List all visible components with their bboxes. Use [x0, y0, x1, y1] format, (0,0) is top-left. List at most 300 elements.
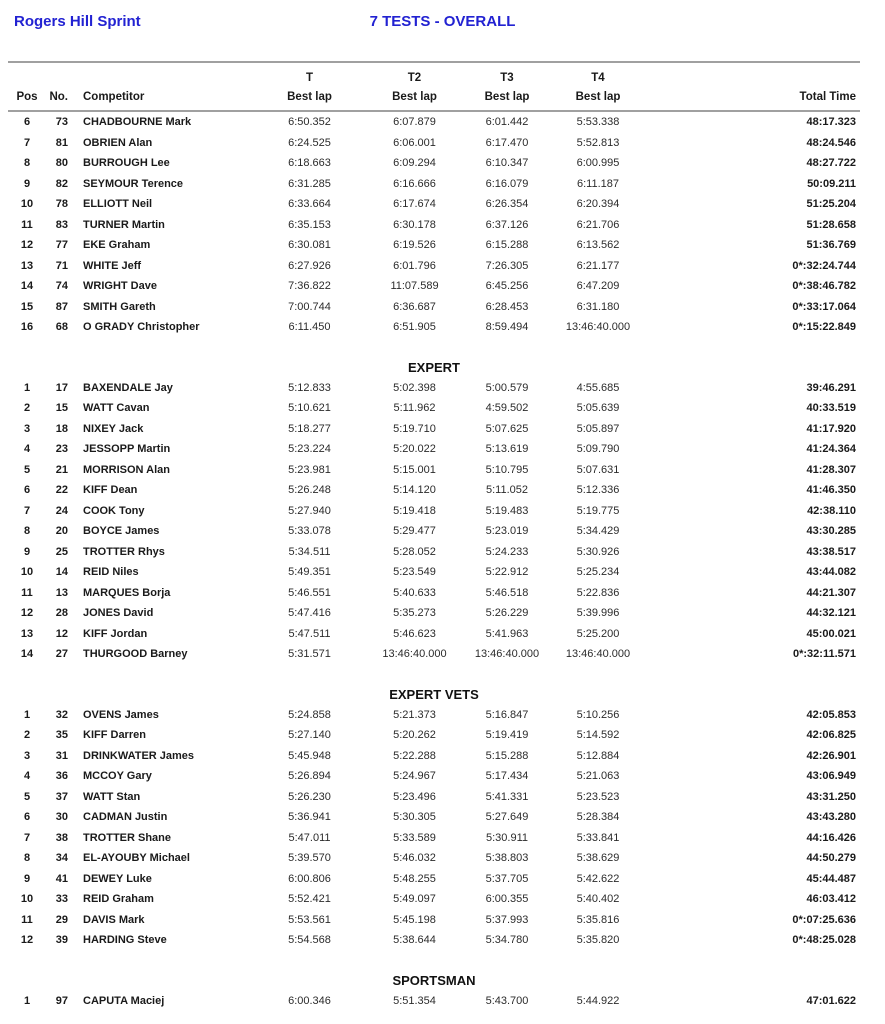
t3-best-lap-cell: 5:19.483 [485, 504, 529, 517]
number-cell: 80 [55, 157, 68, 170]
number-cell: 71 [55, 259, 68, 272]
header-blank-total [644, 62, 860, 84]
t-best-lap-cell: 5:49.351 [288, 566, 331, 579]
total-time-cell: 51:36.769 [806, 239, 856, 252]
total-time-cell: 41:46.350 [806, 484, 856, 497]
t2-best-lap-cell: 6:17.674 [393, 198, 436, 211]
t4-best-lap-cell: 5:44.922 [576, 994, 620, 1007]
pos-cell: 1 [23, 708, 31, 721]
t2-best-lap-cell: 5:30.305 [393, 811, 436, 824]
competitor-cell: OVENS James [83, 708, 159, 721]
result-row [8, 766, 860, 787]
t2-best-lap-cell: 6:30.178 [393, 218, 436, 231]
t2-best-lap-cell: 5:21.373 [393, 708, 436, 721]
t-best-lap-cell: 5:18.277 [288, 422, 331, 435]
result-row [8, 991, 860, 1012]
t-best-lap-cell: 5:27.140 [288, 729, 331, 742]
pos-cell: 8 [23, 157, 31, 170]
t2-best-lap-cell: 5:40.633 [393, 586, 436, 599]
result-row [8, 910, 860, 931]
t-best-lap-cell: 5:23.981 [288, 463, 331, 476]
competitor-cell: NIXEY Jack [83, 422, 144, 435]
competitor-cell: REID Niles [83, 566, 139, 579]
number-cell: 35 [55, 729, 68, 742]
t-best-lap-cell: 5:36.941 [288, 811, 331, 824]
pos-cell: 11 [21, 913, 33, 926]
t3-best-lap-cell: 5:13.619 [485, 443, 529, 456]
number-cell: 30 [55, 811, 68, 824]
result-row [8, 725, 860, 746]
result-row [8, 583, 860, 604]
pos-cell: 12 [20, 934, 34, 947]
tests-header-row [8, 62, 860, 84]
pos-cell: 11 [21, 586, 33, 599]
t2-best-lap-cell: 5:46.032 [393, 852, 436, 865]
number-cell: 23 [55, 443, 68, 456]
t3-best-lap-cell: 6:16.079 [485, 177, 529, 190]
result-row [8, 807, 860, 828]
t3-best-lap-cell: 6:15.288 [485, 239, 529, 252]
col-header-no: No. [49, 91, 68, 103]
t3-best-lap-cell: 5:15.288 [485, 749, 529, 762]
result-row [8, 297, 860, 318]
t2-best-lap-cell: 5:33.589 [393, 831, 436, 844]
number-cell: 36 [55, 770, 68, 783]
total-time-cell: 40:33.519 [806, 402, 856, 415]
t4-best-lap-cell: 5:52.813 [576, 136, 620, 149]
page-header [0, 0, 885, 31]
t-best-lap-cell: 5:26.248 [288, 484, 331, 497]
t4-best-lap-cell: 5:05.897 [576, 422, 620, 435]
pos-cell: 12 [20, 239, 34, 252]
pos-cell: 14 [20, 648, 34, 661]
t4-best-lap-cell: 5:23.523 [576, 790, 620, 803]
table-header [8, 62, 860, 111]
t4-best-lap-cell: 5:19.775 [576, 504, 620, 517]
pos-cell: 6 [23, 811, 31, 824]
section-header-row [8, 951, 860, 991]
col-header-bestlap-t3: Best lap [484, 91, 530, 103]
t4-best-lap-cell: 5:22.836 [576, 586, 620, 599]
competitor-cell: THURGOOD Barney [83, 648, 188, 661]
total-time-cell: 43:31.250 [806, 790, 856, 803]
results-body [8, 111, 860, 1011]
competitor-cell: DRINKWATER James [83, 749, 195, 762]
pos-cell: 4 [23, 443, 31, 456]
result-row [8, 439, 860, 460]
col-header-total-time: Total Time [799, 91, 856, 103]
t-best-lap-cell: 6:24.525 [288, 136, 331, 149]
col-header-test-t4: T4 [591, 72, 605, 84]
number-cell: 37 [55, 790, 68, 803]
header-blank-competitor [76, 62, 252, 84]
t3-best-lap-cell: 13:46:40.000 [474, 648, 540, 661]
pos-cell: 3 [23, 749, 31, 762]
total-time-cell: 0*:32:11.571 [793, 648, 856, 661]
total-time-cell: 39:46.291 [806, 381, 856, 394]
t-best-lap-cell: 5:47.416 [288, 607, 331, 620]
t4-best-lap-cell: 6:21.706 [576, 218, 620, 231]
t3-best-lap-cell: 5:17.434 [485, 770, 529, 783]
result-row [8, 133, 860, 154]
total-time-cell: 48:17.323 [806, 116, 856, 129]
t3-best-lap-cell: 6:45.256 [485, 280, 529, 293]
t3-best-lap-cell: 8:59.494 [485, 321, 529, 334]
t3-best-lap-cell: 5:24.233 [485, 545, 529, 558]
t4-best-lap-cell: 13:46:40.000 [565, 321, 631, 334]
pos-cell: 8 [23, 525, 31, 538]
pos-cell: 6 [23, 116, 31, 129]
t3-best-lap-cell: 5:43.700 [485, 994, 529, 1007]
t4-best-lap-cell: 5:25.234 [576, 566, 620, 579]
number-cell: 28 [55, 607, 68, 620]
total-time-cell: 44:32.121 [806, 607, 856, 620]
t2-best-lap-cell: 5:22.288 [393, 749, 436, 762]
t2-best-lap-cell: 5:49.097 [393, 893, 436, 906]
result-row [8, 111, 860, 133]
t4-best-lap-cell: 5:35.816 [576, 913, 620, 926]
t2-best-lap-cell: 6:07.879 [393, 116, 436, 129]
pos-cell: 7 [23, 504, 31, 517]
competitor-cell: ELLIOTT Neil [83, 198, 153, 211]
t2-best-lap-cell: 5:14.120 [393, 484, 436, 497]
total-time-cell: 42:05.853 [806, 708, 856, 721]
t-best-lap-cell: 6:18.663 [288, 157, 331, 170]
competitor-cell: WRIGHT Dave [83, 280, 157, 293]
t3-best-lap-cell: 6:17.470 [485, 136, 529, 149]
event-title: Rogers Hill Sprint [14, 13, 141, 30]
competitor-cell: JONES David [83, 607, 154, 620]
number-cell: 31 [55, 749, 68, 762]
t3-best-lap-cell: 6:37.126 [485, 218, 529, 231]
pos-cell: 9 [23, 872, 31, 885]
competitor-cell: REID Graham [83, 893, 154, 906]
t2-best-lap-cell: 6:19.526 [393, 239, 436, 252]
number-cell: 78 [55, 198, 68, 211]
t3-best-lap-cell: 6:10.347 [485, 157, 529, 170]
t-best-lap-cell: 6:11.450 [288, 321, 331, 334]
t4-best-lap-cell: 6:21.177 [576, 259, 620, 272]
col-header-bestlap-t4: Best lap [575, 91, 621, 103]
result-row [8, 930, 860, 951]
total-time-cell: 0*:07:25.636 [792, 913, 856, 926]
result-row [8, 256, 860, 277]
t3-best-lap-cell: 5:37.993 [485, 913, 529, 926]
number-cell: 33 [55, 893, 68, 906]
competitor-cell: KIFF Jordan [83, 627, 148, 640]
pos-cell: 3 [23, 422, 31, 435]
section-title-expert-vets: EXPERT VETS [389, 686, 479, 702]
results-table [8, 61, 860, 1011]
t-best-lap-cell: 5:53.561 [288, 913, 331, 926]
t2-best-lap-cell: 5:20.262 [393, 729, 436, 742]
total-time-cell: 43:38.517 [806, 545, 856, 558]
total-time-cell: 44:21.307 [806, 586, 856, 599]
t4-best-lap-cell: 5:07.631 [576, 463, 620, 476]
pos-cell: 13 [20, 259, 34, 272]
t-best-lap-cell: 5:26.894 [288, 770, 331, 783]
result-row [8, 889, 860, 910]
competitor-cell: CAPUTA Maciej [83, 994, 165, 1007]
t2-best-lap-cell: 13:46:40.000 [382, 648, 447, 661]
number-cell: 87 [55, 300, 68, 313]
t3-best-lap-cell: 5:22.912 [485, 566, 529, 579]
col-header-test-t: T [305, 72, 314, 84]
pos-cell: 7 [23, 831, 31, 844]
pos-cell: 9 [23, 177, 31, 190]
pos-cell: 10 [20, 198, 34, 211]
t-best-lap-cell: 5:47.011 [288, 831, 331, 844]
t4-best-lap-cell: 5:09.790 [576, 443, 620, 456]
competitor-cell: WHITE Jeff [83, 259, 142, 272]
pos-cell: 10 [20, 893, 34, 906]
t-best-lap-cell: 5:46.551 [288, 586, 331, 599]
t2-best-lap-cell: 6:06.001 [393, 136, 436, 149]
total-time-cell: 44:16.426 [806, 831, 856, 844]
t4-best-lap-cell: 5:30.926 [576, 545, 620, 558]
t2-best-lap-cell: 5:48.255 [393, 872, 436, 885]
competitor-cell: MARQUES Borja [83, 586, 171, 599]
t-best-lap-cell: 6:00.806 [288, 872, 331, 885]
t4-best-lap-cell: 5:21.063 [576, 770, 620, 783]
result-row [8, 317, 860, 338]
t4-best-lap-cell: 4:55.685 [576, 381, 620, 394]
col-header-bestlap-t: Best lap [287, 91, 332, 103]
t4-best-lap-cell: 13:46:40.000 [565, 648, 631, 661]
competitor-cell: WATT Cavan [83, 402, 150, 415]
competitor-cell: OBRIEN Alan [83, 136, 153, 149]
t2-best-lap-cell: 6:36.687 [393, 300, 436, 313]
t3-best-lap-cell: 5:41.331 [485, 790, 529, 803]
t2-best-lap-cell: 5:02.398 [393, 381, 436, 394]
col-header-bestlap-t2: Best lap [392, 91, 437, 103]
t-best-lap-cell: 5:54.568 [288, 934, 331, 947]
col-header-test-t2: T2 [407, 72, 422, 84]
number-cell: 15 [55, 402, 68, 415]
pos-cell: 1 [23, 381, 31, 394]
competitor-cell: EKE Graham [83, 239, 151, 252]
competitor-cell: BURROUGH Lee [83, 157, 170, 170]
t4-best-lap-cell: 5:14.592 [576, 729, 620, 742]
t2-best-lap-cell: 11:07.589 [390, 280, 439, 293]
number-cell: 20 [55, 525, 68, 538]
t-best-lap-cell: 5:34.511 [288, 545, 331, 558]
section-header-row [8, 338, 860, 378]
pos-cell: 7 [23, 136, 31, 149]
t3-best-lap-cell: 5:26.229 [485, 607, 529, 620]
t4-best-lap-cell: 6:31.180 [576, 300, 620, 313]
t3-best-lap-cell: 5:30.911 [485, 831, 528, 844]
total-time-cell: 0*:15:22.849 [792, 321, 856, 334]
t3-best-lap-cell: 5:27.649 [485, 811, 529, 824]
result-row [8, 174, 860, 195]
t-best-lap-cell: 6:30.081 [288, 239, 331, 252]
total-time-cell: 50:09.211 [807, 177, 856, 190]
total-time-cell: 51:28.658 [806, 218, 856, 231]
t3-best-lap-cell: 4:59.502 [485, 402, 529, 415]
t4-best-lap-cell: 6:47.209 [576, 280, 620, 293]
t4-best-lap-cell: 5:39.996 [576, 607, 620, 620]
total-time-cell: 0*:48:25.028 [792, 934, 856, 947]
number-cell: 18 [55, 422, 68, 435]
t4-best-lap-cell: 6:20.394 [576, 198, 620, 211]
t4-best-lap-cell: 5:38.629 [576, 852, 620, 865]
result-row [8, 276, 860, 297]
total-time-cell: 41:28.307 [806, 463, 856, 476]
t4-best-lap-cell: 5:28.384 [576, 811, 620, 824]
t4-best-lap-cell: 5:35.820 [576, 934, 620, 947]
t-best-lap-cell: 5:12.833 [288, 381, 331, 394]
t-best-lap-cell: 5:47.511 [288, 627, 331, 640]
competitor-cell: SEYMOUR Terence [83, 177, 184, 190]
competitor-cell: TROTTER Shane [83, 831, 172, 844]
pos-cell: 9 [23, 545, 31, 558]
t3-best-lap-cell: 5:41.963 [485, 627, 529, 640]
total-time-cell: 42:26.901 [806, 749, 856, 762]
number-cell: 29 [55, 913, 68, 926]
t2-best-lap-cell: 5:35.273 [393, 607, 436, 620]
t-best-lap-cell: 5:26.230 [288, 790, 331, 803]
t4-best-lap-cell: 5:42.622 [576, 872, 620, 885]
competitor-cell: TURNER Martin [83, 218, 165, 231]
competitor-cell: SMITH Gareth [83, 300, 156, 313]
result-row [8, 644, 860, 665]
result-row [8, 603, 860, 624]
competitor-cell: CADMAN Justin [83, 811, 168, 824]
competitor-cell: EL-AYOUBY Michael [83, 852, 190, 865]
total-time-cell: 48:24.546 [806, 136, 856, 149]
competitor-cell: COOK Tony [83, 504, 145, 517]
number-cell: 12 [55, 627, 68, 640]
t2-best-lap-cell: 6:09.294 [393, 157, 436, 170]
result-row [8, 398, 860, 419]
t-best-lap-cell: 5:39.570 [288, 852, 331, 865]
col-header-competitor: Competitor [83, 91, 145, 103]
number-cell: 21 [55, 463, 68, 476]
t2-best-lap-cell: 6:51.905 [393, 321, 436, 334]
number-cell: 81 [55, 136, 68, 149]
t4-best-lap-cell: 5:40.402 [576, 893, 620, 906]
t2-best-lap-cell: 5:23.496 [393, 790, 436, 803]
total-time-cell: 42:06.825 [806, 729, 856, 742]
competitor-cell: HARDING Steve [83, 934, 167, 947]
t-best-lap-cell: 5:33.078 [288, 525, 331, 538]
competitor-cell: WATT Stan [83, 790, 141, 803]
number-cell: 25 [55, 545, 68, 558]
number-cell: 32 [55, 708, 68, 721]
t3-best-lap-cell: 6:00.355 [485, 893, 529, 906]
t2-best-lap-cell: 5:19.418 [393, 504, 436, 517]
pos-cell: 8 [23, 852, 31, 865]
total-time-cell: 43:44.082 [806, 566, 856, 579]
t2-best-lap-cell: 5:15.001 [393, 463, 436, 476]
number-cell: 41 [55, 872, 68, 885]
total-time-cell: 0*:32:24.744 [792, 259, 856, 272]
result-row [8, 542, 860, 563]
t-best-lap-cell: 5:52.421 [288, 893, 331, 906]
number-cell: 39 [55, 934, 68, 947]
t4-best-lap-cell: 5:34.429 [576, 525, 620, 538]
competitor-cell: O GRADY Christopher [83, 321, 200, 334]
t4-best-lap-cell: 5:10.256 [576, 708, 620, 721]
t-best-lap-cell: 6:50.352 [288, 116, 331, 129]
total-time-cell: 45:44.487 [806, 872, 856, 885]
t4-best-lap-cell: 5:05.639 [576, 402, 620, 415]
number-cell: 74 [55, 280, 68, 293]
result-row [8, 624, 860, 645]
number-cell: 22 [55, 484, 68, 497]
t3-best-lap-cell: 6:28.453 [485, 300, 529, 313]
result-row [8, 562, 860, 583]
number-cell: 73 [55, 116, 68, 129]
total-time-cell: 43:06.949 [806, 770, 856, 783]
t3-best-lap-cell: 5:16.847 [485, 708, 529, 721]
t2-best-lap-cell: 5:24.967 [393, 770, 436, 783]
page-title: 7 TESTS - OVERALL [369, 13, 516, 30]
result-row [8, 869, 860, 890]
t3-best-lap-cell: 5:19.419 [485, 729, 529, 742]
number-cell: 82 [55, 177, 68, 190]
result-row [8, 787, 860, 808]
pos-cell: 15 [20, 300, 34, 313]
number-cell: 14 [55, 566, 68, 579]
labels-header-row [8, 84, 860, 111]
number-cell: 38 [55, 831, 68, 844]
t3-best-lap-cell: 5:23.019 [485, 525, 529, 538]
t4-best-lap-cell: 6:11.187 [576, 177, 619, 190]
result-row [8, 480, 860, 501]
t-best-lap-cell: 6:31.285 [288, 177, 331, 190]
t3-best-lap-cell: 7:26.305 [485, 259, 529, 272]
t3-best-lap-cell: 6:01.442 [485, 116, 529, 129]
total-time-cell: 41:24.364 [806, 443, 856, 456]
t4-best-lap-cell: 6:13.562 [576, 239, 620, 252]
pos-cell: 10 [20, 566, 34, 579]
total-time-cell: 0*:38:46.782 [792, 280, 856, 293]
competitor-cell: DAVIS Mark [83, 913, 145, 926]
pos-cell: 6 [23, 484, 31, 497]
t-best-lap-cell: 7:00.744 [288, 300, 331, 313]
t2-best-lap-cell: 5:45.198 [393, 913, 436, 926]
pos-cell: 1 [23, 994, 31, 1007]
col-header-test-t3: T3 [500, 72, 514, 84]
result-row [8, 848, 860, 869]
competitor-cell: MCCOY Gary [83, 770, 152, 783]
t3-best-lap-cell: 6:26.354 [485, 198, 529, 211]
t4-best-lap-cell: 5:53.338 [576, 116, 620, 129]
t3-best-lap-cell: 5:46.518 [485, 586, 529, 599]
total-time-cell: 51:25.204 [806, 198, 856, 211]
result-row [8, 501, 860, 522]
t-best-lap-cell: 5:24.858 [288, 708, 331, 721]
pos-cell: 16 [20, 321, 34, 334]
t3-best-lap-cell: 5:11.052 [485, 484, 528, 497]
total-time-cell: 43:30.285 [806, 525, 856, 538]
total-time-cell: 48:27.722 [806, 157, 856, 170]
t-best-lap-cell: 7:36.822 [288, 280, 331, 293]
t2-best-lap-cell: 6:16.666 [393, 177, 436, 190]
number-cell: 17 [55, 381, 68, 394]
number-cell: 97 [55, 994, 68, 1007]
t3-best-lap-cell: 5:34.780 [485, 934, 529, 947]
t-best-lap-cell: 6:33.664 [288, 198, 331, 211]
pos-cell: 2 [23, 729, 31, 742]
number-cell: 27 [55, 648, 68, 661]
t-best-lap-cell: 6:35.153 [288, 218, 331, 231]
t3-best-lap-cell: 5:10.795 [485, 463, 529, 476]
t-best-lap-cell: 5:10.621 [288, 402, 331, 415]
pos-cell: 12 [20, 607, 34, 620]
